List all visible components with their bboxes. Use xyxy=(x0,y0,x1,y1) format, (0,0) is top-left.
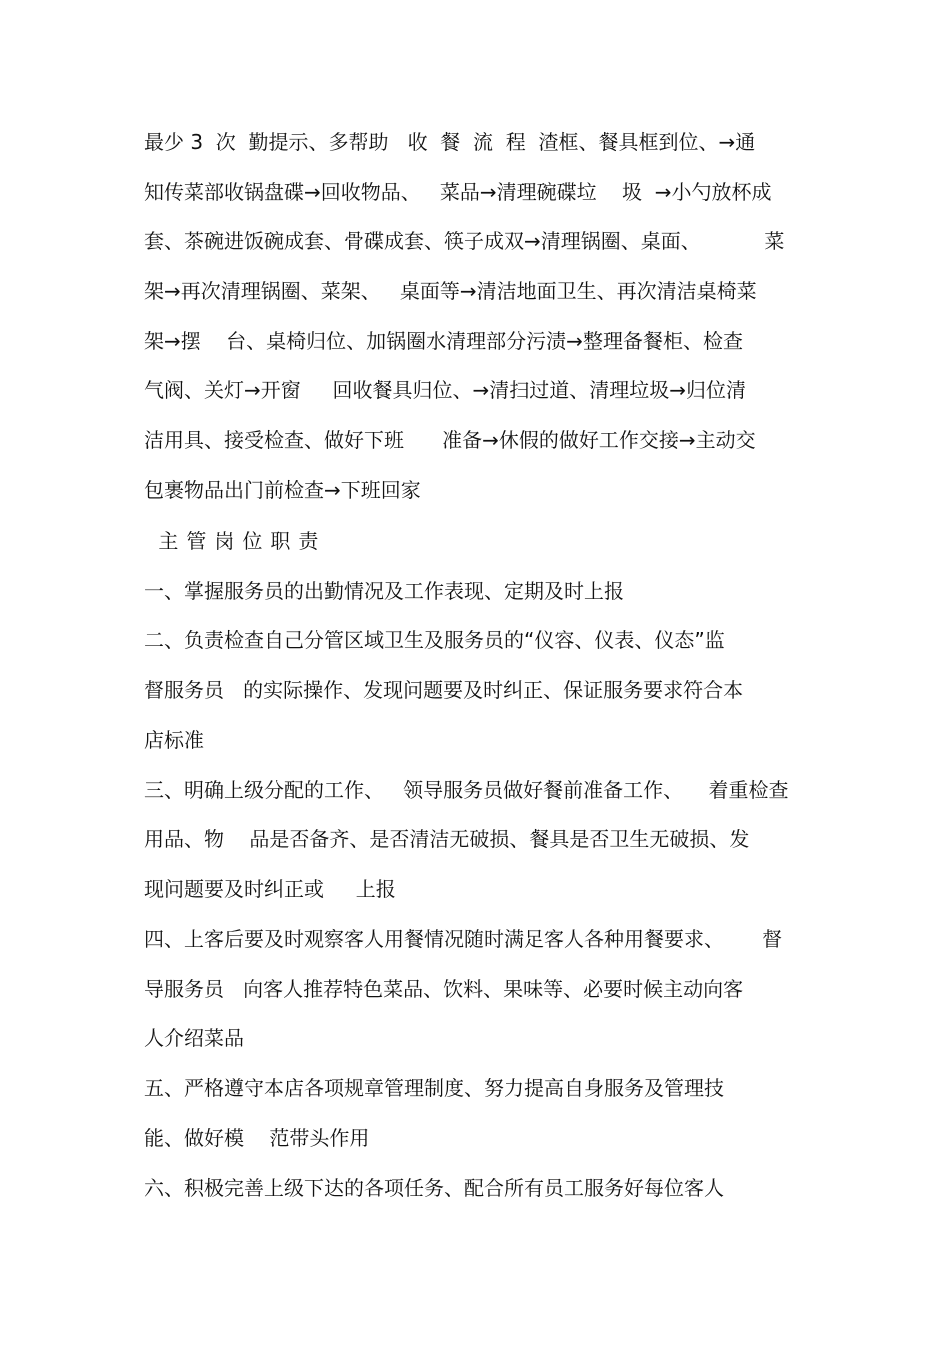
text-line: 人介绍菜品 xyxy=(144,1026,244,1050)
text-line: 最少 3 次 勤提示、多帮助 收 餐 流 程 渣框、餐具框到位、→通 xyxy=(144,130,756,154)
text-line: 包裹物品出门前检查→下班回家 xyxy=(144,478,421,502)
text-line: 六、积极完善上级下达的各项任务、配合所有员工服务好每位客人 xyxy=(144,1176,724,1200)
text-line: 气阀、关灯→开窗 回收餐具归位、→清扫过道、清理垃圾→归位清 xyxy=(144,378,747,402)
text-line: 现问题要及时纠正或 上报 xyxy=(144,877,396,901)
text-line: 四、上客后要及时观察客人用餐情况随时满足客人各种用餐要求、 督 xyxy=(144,927,783,951)
text-line: 能、做好模 范带头作用 xyxy=(144,1126,370,1150)
section-heading: 主管岗位职责 xyxy=(144,529,327,553)
text-line: 三、明确上级分配的工作、 领导服务员做好餐前准备工作、 着重检查 xyxy=(144,778,789,802)
text-line: 架→摆 台、桌椅归位、加锅圈水清理部分污渍→整理备餐柜、检查 xyxy=(144,329,743,353)
text-line: 套、茶碗进饭碗成套、骨碟成套、筷子成双→清理锅圈、桌面、 菜 xyxy=(144,229,785,253)
text-line: 用品、物 品是否备齐、是否清洁无破损、餐具是否卫生无破损、发 xyxy=(144,827,750,851)
text-line: 知传菜部收锅盘碟→回收物品、 菜品→清理碗碟垃 圾 →小勺放杯成 xyxy=(144,180,772,204)
text-line: 店标准 xyxy=(144,728,204,752)
text-line: 五、严格遵守本店各项规章管理制度、努力提高自身服务及管理技 xyxy=(144,1076,724,1100)
text-line: 督服务员 的实际操作、发现问题要及时纠正、保证服务要求符合本 xyxy=(144,678,744,702)
text-line: 一、掌握服务员的出勤情况及工作表现、定期及时上报 xyxy=(144,579,624,603)
text-line: 洁用具、接受检查、做好下班 准备→休假的做好工作交接→主动交 xyxy=(144,428,756,452)
text-line: 架→再次清理锅圈、菜架、 桌面等→清洁地面卫生、再次清洁桌椅菜 xyxy=(144,279,757,303)
text-line: 导服务员 向客人推荐特色菜品、饮料、果味等、必要时候主动向客 xyxy=(144,977,744,1001)
text-line: 二、负责检查自己分管区域卫生及服务员的“仪容、仪表、仪态”监 xyxy=(144,628,725,652)
